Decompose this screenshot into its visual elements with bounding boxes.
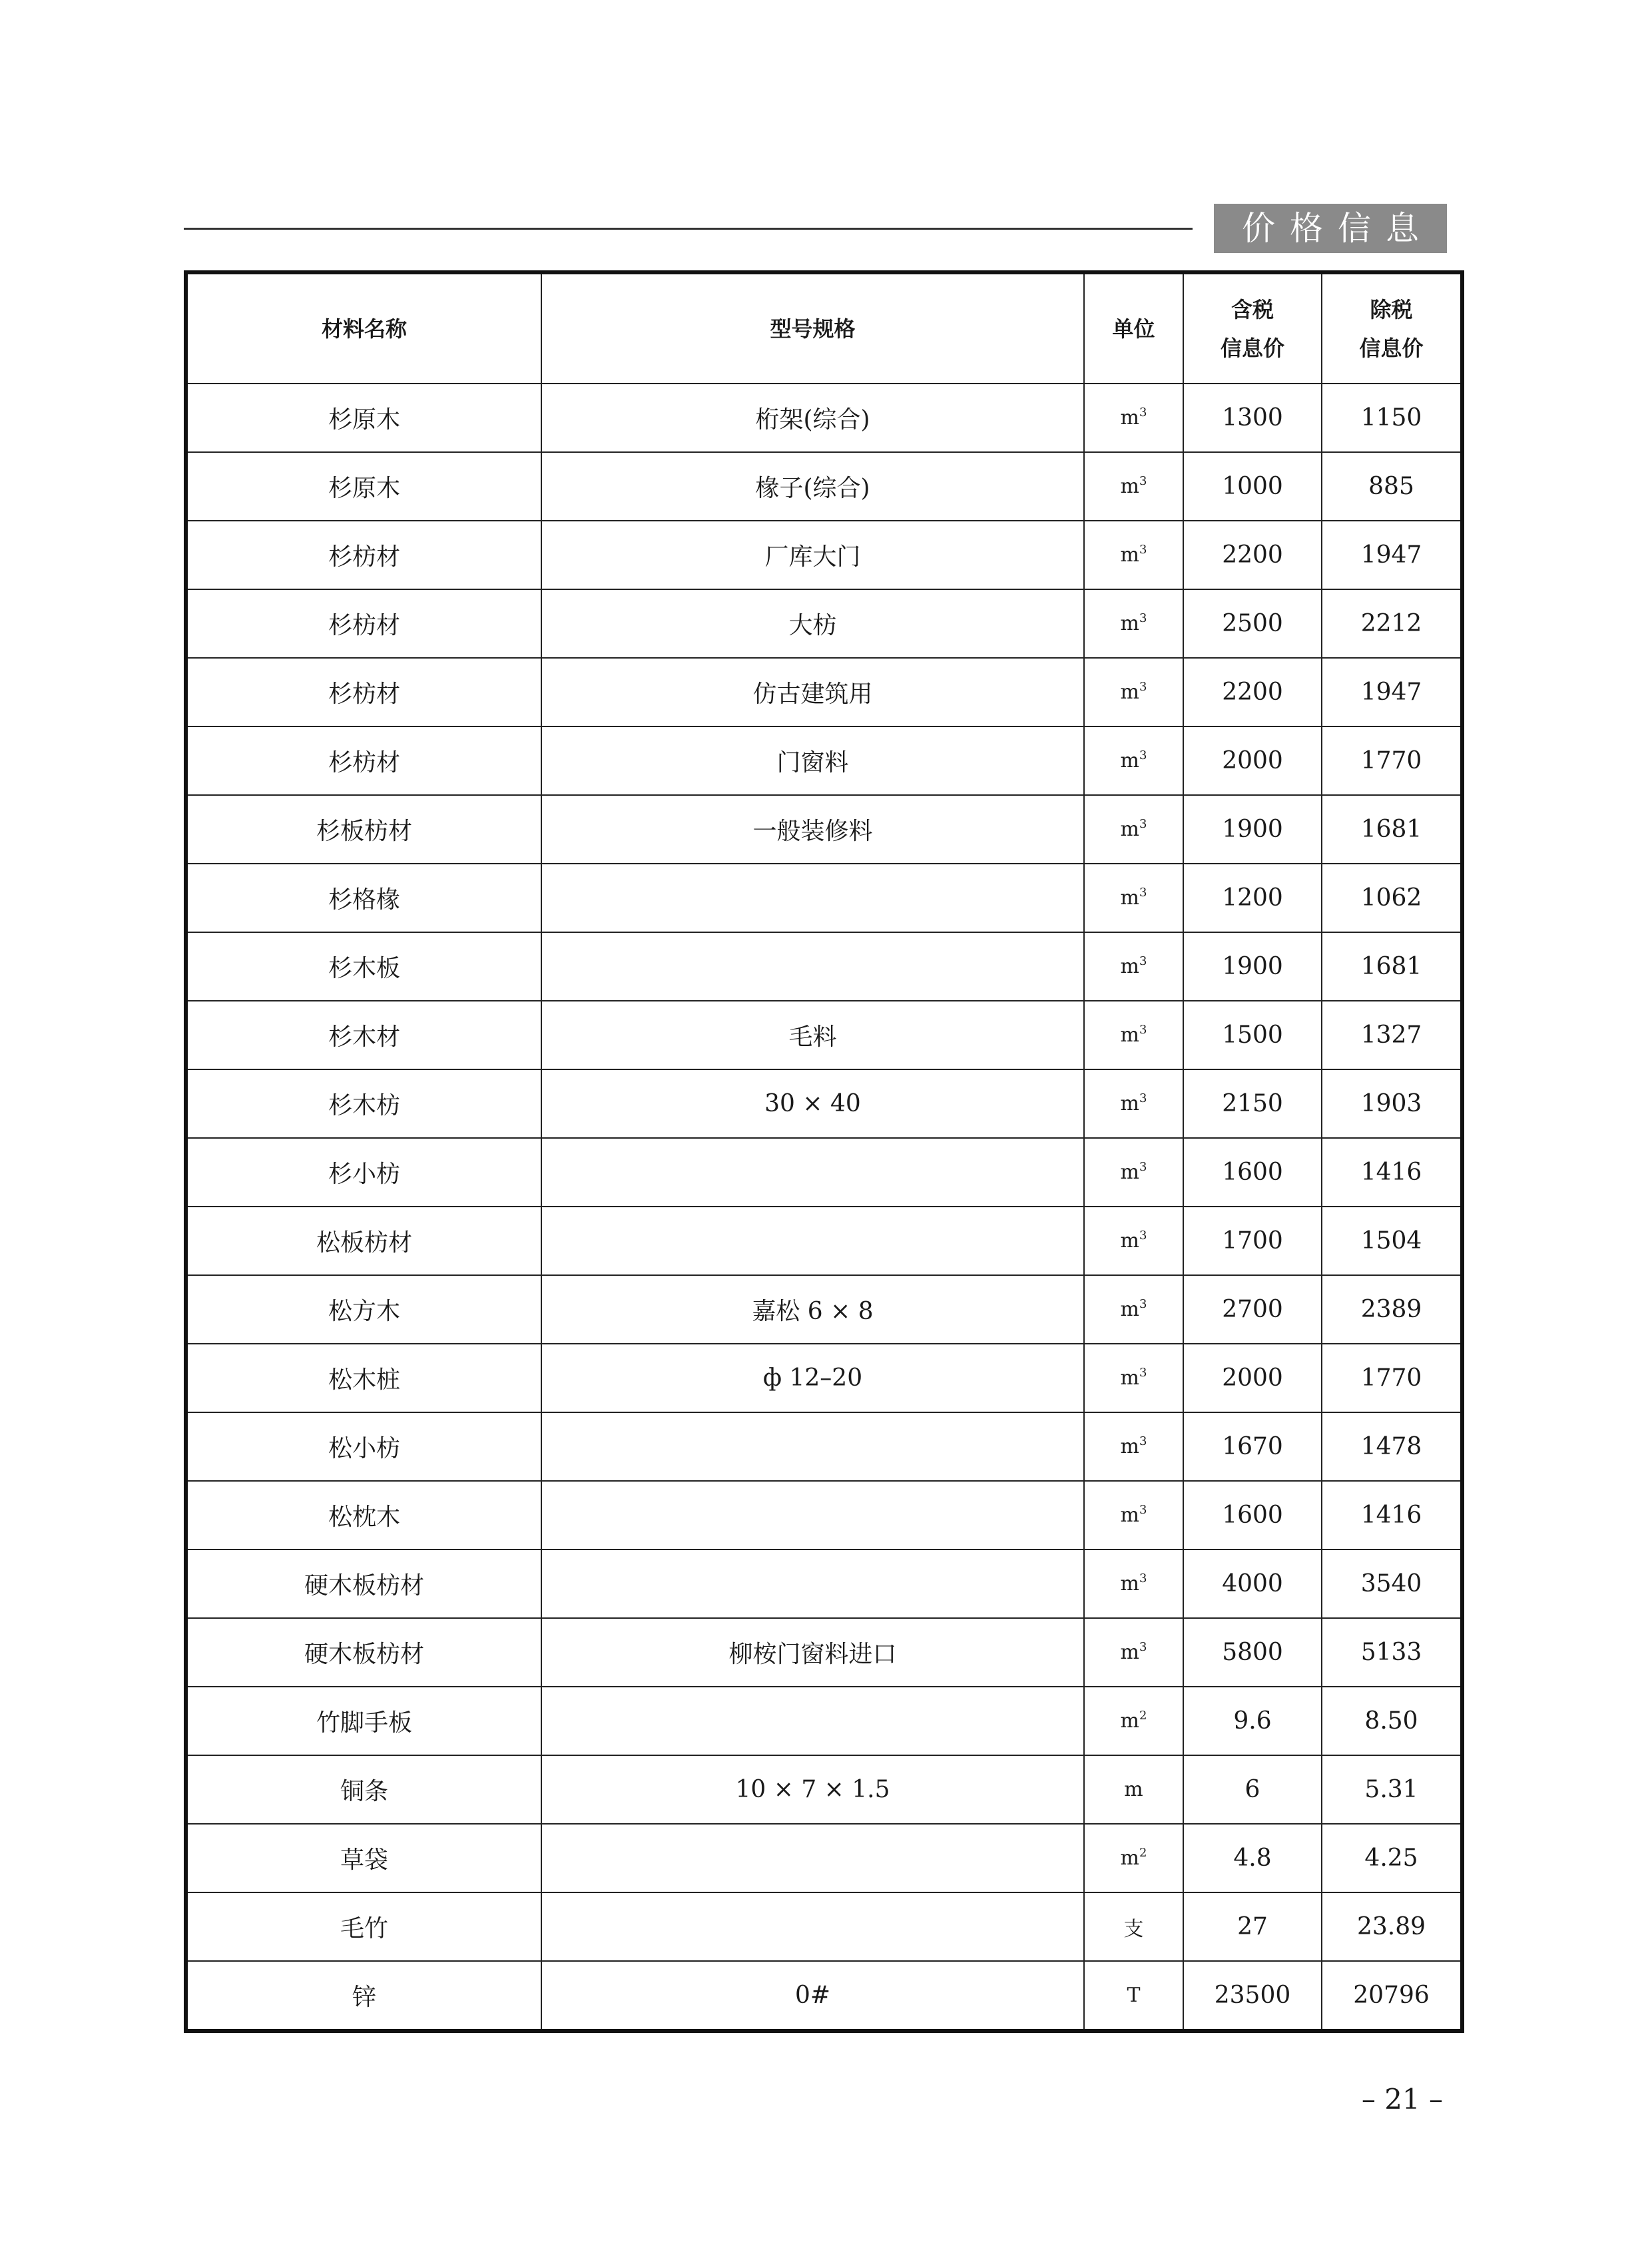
material-spec: 0# — [541, 1961, 1084, 2031]
table-row — [186, 452, 1462, 521]
price-tax-incl: 1900 — [1183, 795, 1322, 864]
material-unit — [1084, 452, 1183, 521]
material-unit — [1084, 864, 1183, 932]
material-name: 杉板枋材 — [186, 795, 541, 864]
material-name: 杉木板 — [186, 932, 541, 1001]
unit-exponent: 3 — [1139, 680, 1147, 694]
material-spec: 一般装修料 — [541, 795, 1084, 864]
col-header-tax-incl — [1183, 272, 1322, 384]
material-unit — [1084, 1412, 1183, 1481]
material-name: 竹脚手板 — [186, 1687, 541, 1755]
table-row — [186, 1550, 1462, 1618]
price-tax-incl: 1900 — [1183, 932, 1322, 1001]
table-row — [186, 1344, 1462, 1412]
unit-exponent: 3 — [1139, 1434, 1147, 1448]
material-name: 硬木板枋材 — [186, 1618, 541, 1687]
unit-base: m — [1120, 955, 1139, 978]
table-row — [186, 1961, 1462, 2031]
table-row — [186, 864, 1462, 932]
table-body — [186, 384, 1462, 2031]
unit-exponent: 3 — [1139, 1229, 1147, 1243]
unit-base: m — [1120, 1298, 1139, 1321]
table-row — [186, 1069, 1462, 1138]
price-tax-excl: 1770 — [1322, 1344, 1462, 1412]
table-row — [186, 1824, 1462, 1892]
price-tax-excl: 885 — [1322, 452, 1462, 521]
unit-base: m — [1120, 543, 1139, 567]
table-row — [186, 1892, 1462, 1961]
table-row — [186, 521, 1462, 589]
table-row — [186, 1687, 1462, 1755]
price-tax-incl: 6 — [1183, 1755, 1322, 1824]
table-row — [186, 1755, 1462, 1824]
material-name: 松方木 — [186, 1275, 541, 1344]
unit-exponent: 3 — [1139, 1503, 1147, 1517]
unit-exponent: 3 — [1139, 543, 1147, 557]
price-tax-incl: 9.6 — [1183, 1687, 1322, 1755]
table-row — [186, 1618, 1462, 1687]
material-spec — [541, 1687, 1084, 1755]
table-row — [186, 1412, 1462, 1481]
material-spec — [541, 1481, 1084, 1550]
material-unit — [1084, 1344, 1183, 1412]
unit-base: m — [1120, 681, 1139, 704]
material-unit — [1084, 1961, 1183, 2031]
col-header-name: 材料名称 — [186, 272, 541, 384]
unit-base: m — [1120, 886, 1139, 910]
price-tax-excl: 5133 — [1322, 1618, 1462, 1687]
material-name: 杉原木 — [186, 452, 541, 521]
material-spec — [541, 1550, 1084, 1618]
price-tax-incl: 1000 — [1183, 452, 1322, 521]
unit-exponent: 3 — [1139, 1023, 1147, 1037]
unit-base: m — [1120, 1161, 1139, 1184]
price-tax-incl: 2500 — [1183, 589, 1322, 658]
material-name: 毛竹 — [186, 1892, 541, 1961]
unit-exponent: 3 — [1139, 406, 1147, 420]
price-tax-incl: 1600 — [1183, 1138, 1322, 1207]
price-tax-excl: 1681 — [1322, 932, 1462, 1001]
price-tax-incl: 2200 — [1183, 658, 1322, 726]
price-tax-excl: 2212 — [1322, 589, 1462, 658]
table-row — [186, 795, 1462, 864]
price-tax-excl: 3540 — [1322, 1550, 1462, 1618]
price-tax-excl: 1504 — [1322, 1207, 1462, 1275]
material-spec: 厂库大门 — [541, 521, 1084, 589]
material-name: 松枕木 — [186, 1481, 541, 1550]
unit-base: m — [1120, 1435, 1139, 1458]
unit-base: m — [1120, 475, 1139, 498]
material-spec — [541, 1207, 1084, 1275]
section-title: 价格信息 — [1214, 204, 1447, 253]
header-rule — [184, 228, 1193, 230]
price-tax-excl: 20796 — [1322, 1961, 1462, 2031]
price-tax-excl: 1416 — [1322, 1138, 1462, 1207]
price-tax-excl: 5.31 — [1322, 1755, 1462, 1824]
material-unit — [1084, 1138, 1183, 1207]
material-unit — [1084, 1824, 1183, 1892]
col-header-unit: 单位 — [1084, 272, 1183, 384]
unit-exponent: 3 — [1139, 1571, 1147, 1585]
unit-exponent: 3 — [1139, 954, 1147, 968]
table-row — [186, 1001, 1462, 1069]
col-header-tax-incl-line1: 含税 — [1231, 296, 1274, 322]
material-unit — [1084, 1618, 1183, 1687]
material-unit — [1084, 1207, 1183, 1275]
price-tax-incl: 2200 — [1183, 521, 1322, 589]
price-tax-incl: 1670 — [1183, 1412, 1322, 1481]
unit-base: m — [1120, 1504, 1139, 1527]
col-header-tax-excl-line1: 除税 — [1370, 296, 1413, 322]
material-name: 杉原木 — [186, 384, 541, 452]
unit-exponent: 3 — [1139, 817, 1147, 831]
col-header-tax-incl-line2: 信息价 — [1220, 335, 1284, 361]
price-tax-excl: 1478 — [1322, 1412, 1462, 1481]
price-tax-incl: 1700 — [1183, 1207, 1322, 1275]
price-tax-excl: 4.25 — [1322, 1824, 1462, 1892]
price-tax-excl: 1416 — [1322, 1481, 1462, 1550]
table-header-row — [186, 272, 1462, 384]
material-unit — [1084, 795, 1183, 864]
material-spec: 柳桉门窗料进口 — [541, 1618, 1084, 1687]
unit-exponent: 3 — [1139, 1297, 1147, 1311]
material-unit — [1084, 1275, 1183, 1344]
col-header-tax-excl-line2: 信息价 — [1359, 335, 1424, 361]
unit-base: T — [1127, 1984, 1141, 2007]
table-row — [186, 1207, 1462, 1275]
material-spec — [541, 864, 1084, 932]
material-name: 杉木枋 — [186, 1069, 541, 1138]
unit-exponent: 3 — [1139, 748, 1147, 762]
table-row — [186, 1481, 1462, 1550]
material-name: 杉枋材 — [186, 589, 541, 658]
material-unit — [1084, 589, 1183, 658]
unit-base: m — [1120, 1641, 1139, 1664]
unit-exponent: 3 — [1139, 1366, 1147, 1380]
unit-exponent: 3 — [1139, 886, 1147, 900]
unit-base: m — [1120, 818, 1139, 841]
material-spec: 桁架(综合) — [541, 384, 1084, 452]
price-tax-incl: 5800 — [1183, 1618, 1322, 1687]
price-tax-excl: 1947 — [1322, 521, 1462, 589]
price-tax-excl: 1150 — [1322, 384, 1462, 452]
table-row — [186, 589, 1462, 658]
price-tax-incl: 4.8 — [1183, 1824, 1322, 1892]
unit-exponent: 3 — [1139, 474, 1147, 488]
price-tax-incl: 1500 — [1183, 1001, 1322, 1069]
material-spec — [541, 1892, 1084, 1961]
material-spec — [541, 1824, 1084, 1892]
material-unit — [1084, 1755, 1183, 1824]
price-tax-incl: 1200 — [1183, 864, 1322, 932]
material-name: 铜条 — [186, 1755, 541, 1824]
price-tax-excl: 1681 — [1322, 795, 1462, 864]
table-row — [186, 726, 1462, 795]
price-tax-incl: 2000 — [1183, 1344, 1322, 1412]
price-tax-excl: 1770 — [1322, 726, 1462, 795]
material-unit — [1084, 1892, 1183, 1961]
unit-exponent: 3 — [1139, 1640, 1147, 1654]
unit-base: m — [1120, 1846, 1139, 1870]
price-tax-incl: 2150 — [1183, 1069, 1322, 1138]
material-name: 锌 — [186, 1961, 541, 2031]
col-header-tax-excl — [1322, 272, 1462, 384]
material-name: 硬木板枋材 — [186, 1550, 541, 1618]
unit-base: m — [1120, 406, 1139, 429]
table-row — [186, 932, 1462, 1001]
material-name: 杉枋材 — [186, 521, 541, 589]
material-spec: 毛料 — [541, 1001, 1084, 1069]
table-row — [186, 1275, 1462, 1344]
material-unit — [1084, 1481, 1183, 1550]
unit-base: m — [1120, 1572, 1139, 1595]
unit-exponent: 2 — [1139, 1846, 1147, 1860]
material-spec: 门窗料 — [541, 726, 1084, 795]
unit-exponent: 3 — [1139, 1091, 1147, 1105]
price-tax-incl: 2000 — [1183, 726, 1322, 795]
unit-base: m — [1124, 1778, 1143, 1801]
price-tax-excl: 2389 — [1322, 1275, 1462, 1344]
material-unit — [1084, 384, 1183, 452]
price-tax-incl: 1600 — [1183, 1481, 1322, 1550]
material-spec: 10 × 7 × 1.5 — [541, 1755, 1084, 1824]
price-tax-excl: 1327 — [1322, 1001, 1462, 1069]
table-row — [186, 1138, 1462, 1207]
material-unit — [1084, 1550, 1183, 1618]
price-tax-excl: 1062 — [1322, 864, 1462, 932]
material-spec: 30 × 40 — [541, 1069, 1084, 1138]
unit-base: m — [1120, 1229, 1139, 1253]
price-table — [184, 270, 1464, 2033]
unit-base: m — [1120, 1366, 1139, 1390]
material-unit — [1084, 521, 1183, 589]
material-spec — [541, 1412, 1084, 1481]
unit-exponent: 3 — [1139, 611, 1147, 625]
material-name: 草袋 — [186, 1824, 541, 1892]
material-spec: 椽子(综合) — [541, 452, 1084, 521]
price-tax-excl: 1903 — [1322, 1069, 1462, 1138]
material-name: 松小枋 — [186, 1412, 541, 1481]
material-unit — [1084, 1069, 1183, 1138]
material-spec: 大枋 — [541, 589, 1084, 658]
material-unit — [1084, 1001, 1183, 1069]
material-spec — [541, 1138, 1084, 1207]
page-number: – 21 – — [1361, 2083, 1443, 2116]
price-tax-excl: 1947 — [1322, 658, 1462, 726]
price-tax-incl: 2700 — [1183, 1275, 1322, 1344]
material-name: 杉小枋 — [186, 1138, 541, 1207]
material-name: 杉格椽 — [186, 864, 541, 932]
price-tax-excl: 23.89 — [1322, 1892, 1462, 1961]
unit-base: m — [1120, 1092, 1139, 1115]
material-spec: 嘉松 6 × 8 — [541, 1275, 1084, 1344]
unit-base: 支 — [1123, 1917, 1144, 1941]
material-spec — [541, 932, 1084, 1001]
unit-base: m — [1120, 1023, 1139, 1047]
unit-base: m — [1120, 749, 1139, 772]
material-name: 松板枋材 — [186, 1207, 541, 1275]
price-tax-excl: 8.50 — [1322, 1687, 1462, 1755]
unit-exponent: 2 — [1139, 1709, 1147, 1723]
material-name: 杉枋材 — [186, 726, 541, 795]
material-unit — [1084, 726, 1183, 795]
price-tax-incl: 4000 — [1183, 1550, 1322, 1618]
col-header-spec: 型号规格 — [541, 272, 1084, 384]
material-unit — [1084, 658, 1183, 726]
material-name: 杉枋材 — [186, 658, 541, 726]
table-row — [186, 658, 1462, 726]
material-name: 杉木材 — [186, 1001, 541, 1069]
material-spec: 仿古建筑用 — [541, 658, 1084, 726]
table-row — [186, 384, 1462, 452]
material-unit — [1084, 1687, 1183, 1755]
price-tax-incl: 1300 — [1183, 384, 1322, 452]
price-tax-incl: 27 — [1183, 1892, 1322, 1961]
unit-exponent: 3 — [1139, 1160, 1147, 1174]
material-name: 松木桩 — [186, 1344, 541, 1412]
unit-base: m — [1120, 612, 1139, 635]
material-unit — [1084, 932, 1183, 1001]
unit-base: m — [1120, 1709, 1139, 1733]
material-spec: ф 12–20 — [541, 1344, 1084, 1412]
price-tax-incl: 23500 — [1183, 1961, 1322, 2031]
